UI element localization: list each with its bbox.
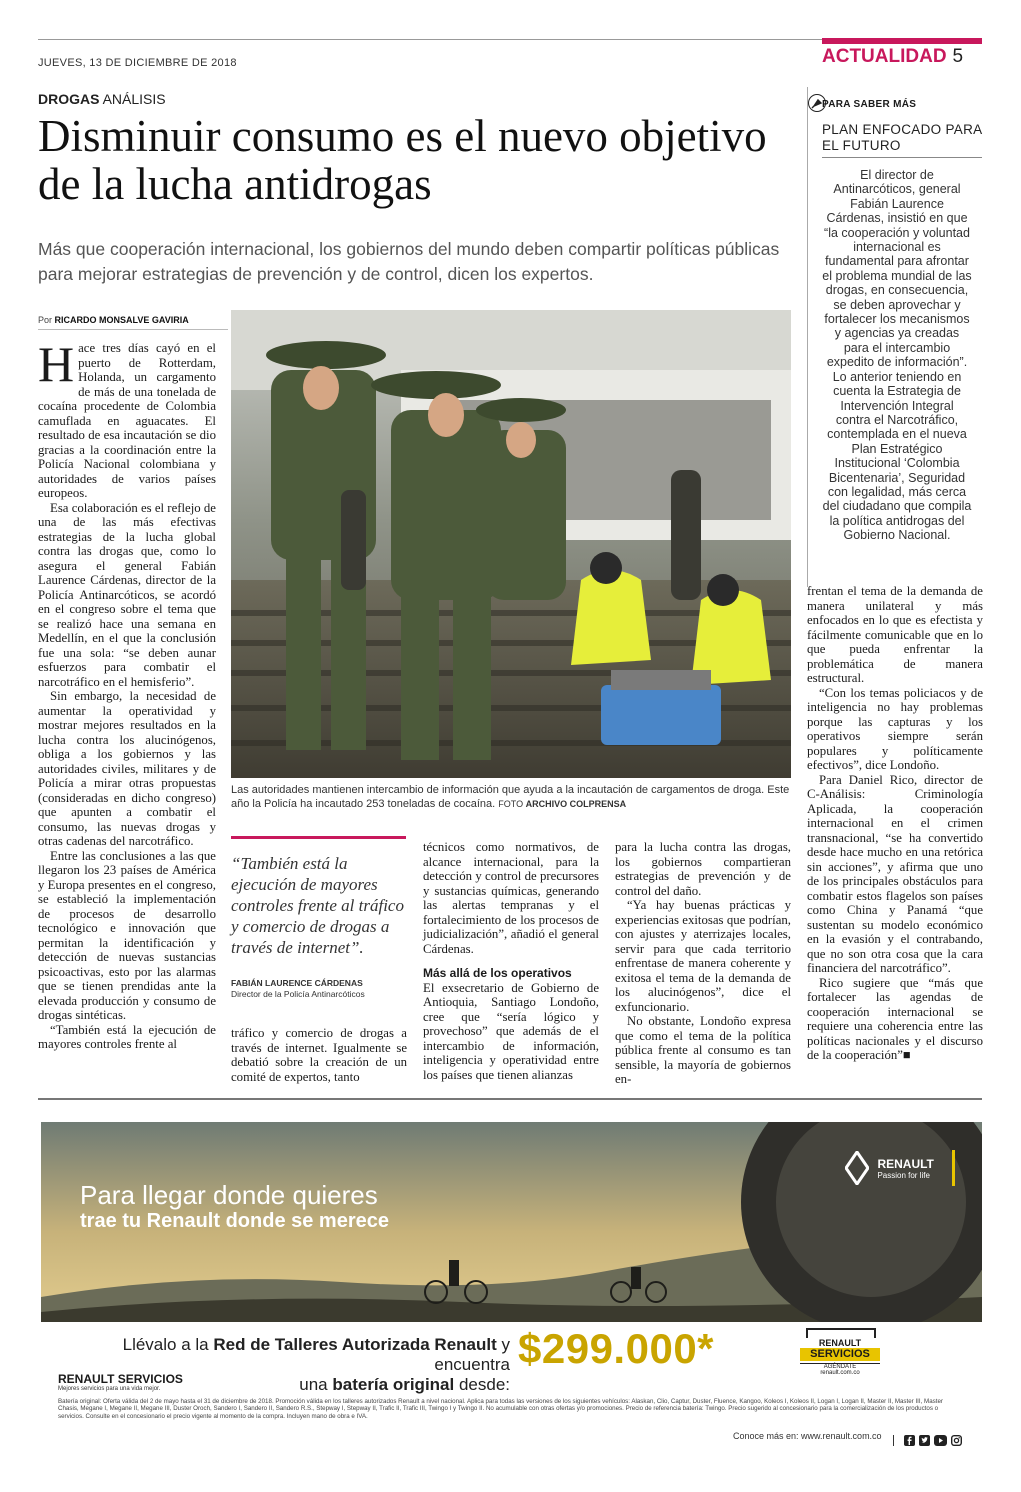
paragraph: para la lucha contra las drogas, los gobiernos compartieran estrategias de prevención y de control del daño. bbox=[615, 840, 791, 898]
facebook-icon[interactable] bbox=[904, 1435, 915, 1446]
photo-caption bbox=[231, 783, 791, 811]
brand-accent-bar bbox=[952, 1150, 955, 1186]
sidebar-divider bbox=[822, 157, 982, 158]
issue-date: JUEVES, 13 DE DICIEMBRE DE 2018 bbox=[38, 57, 237, 69]
kicker bbox=[38, 91, 166, 107]
social-icons bbox=[893, 1431, 962, 1449]
paragraph: “También está la ejecución de mayores controles frente al bbox=[38, 1022, 216, 1051]
paragraph-text: ace tres días cayó en el puerto de Rotterdam, Holanda, un cargamento de más de una tonelada de cocaína procedente de Colombia camuflada en aguacates. El resultado de esa incautación se dio gracias a la coordinación entre la Policía Nacional colombiana y autoridades de varios países europeos. bbox=[38, 341, 216, 500]
article-column-1 bbox=[38, 336, 216, 1052]
renault-brand: RENAULT bbox=[877, 1156, 934, 1171]
byline bbox=[38, 315, 228, 330]
ad-subheadline: trae tu Renault donde se merece bbox=[80, 1210, 389, 1232]
pullquote-attribution bbox=[231, 978, 406, 1000]
badge-frame bbox=[806, 1328, 876, 1338]
credit-source: ARCHIVO COLPRENSA bbox=[525, 799, 627, 809]
article-column-3 bbox=[423, 840, 599, 1082]
byline-author: RICARDO MONSALVE GAVIRIA bbox=[54, 315, 189, 325]
kicker-type: ANÁLISIS bbox=[102, 91, 166, 107]
caption-text: Las autoridades mantienen intercambio de información que ayuda a la incautación de cargamentos de droga. Este año la Policía ha incautado 253 toneladas de cocaína. bbox=[231, 784, 790, 810]
offer-part: una bbox=[299, 1375, 333, 1394]
pullquote-role: Director de la Policía Antinarcóticos bbox=[231, 989, 365, 999]
renault-servicios-tagline: Mejores servicios para una vida mejor. bbox=[58, 1386, 161, 1392]
paragraph: Sin embargo, la necesidad de aumentar la operatividad y mostrar mejores resultados en la lucha contra los alucinógenos, obliga a los gobiernos y las autoridades civiles, militares y de Policía a mirar otras propuestas (consideradas en dicho congreso) que apunten a combatir el consumo, las nuevas drogas y otras cadenas del narcotráfico. bbox=[38, 689, 216, 848]
badge-url: renault.com.co bbox=[820, 1370, 860, 1376]
renault-servicios-label: RENAULT SERVICIOS bbox=[58, 1372, 183, 1386]
youtube-icon[interactable] bbox=[934, 1435, 947, 1446]
paragraph: No obstante, Londoño expresa que como el tema de la política pública frente al consumo es tan sensible, la mayoría de gobiernos en- bbox=[615, 1014, 791, 1086]
sidebar-label: PARA SABER MÁS bbox=[822, 99, 917, 110]
article-column-5 bbox=[807, 584, 983, 1063]
twitter-icon[interactable] bbox=[919, 1435, 930, 1446]
deck: Más que cooperación internacional, los gobiernos del mundo deben compartir políticas públicas para mejorar estrategias de prevención y de control, dicen los expertos. bbox=[38, 239, 780, 284]
social-divider bbox=[893, 1435, 894, 1446]
sidebar-rule bbox=[807, 87, 808, 587]
ad-separator bbox=[38, 1098, 982, 1100]
ad-price: $299.000* bbox=[518, 1325, 715, 1372]
article-column-4 bbox=[615, 840, 791, 1087]
photo-credit bbox=[498, 799, 626, 809]
paragraph: Rico sugiere que “más que fortalecer las agendas de cooperación internacional se requiere una coherencia entre las políticas nacionales y el discurso de la cooperación”■ bbox=[807, 975, 983, 1062]
paragraph: tráfico y comercio de drogas a través de internet. Igualmente se debatió sobre la creación de un comité de expertos, tanto bbox=[231, 1026, 407, 1084]
offer-part: desde: bbox=[454, 1375, 510, 1394]
offer-part: y encuentra bbox=[434, 1335, 510, 1374]
pullquote-author: FABIÁN LAURENCE CÁRDENAS bbox=[231, 978, 363, 988]
paragraph: El exsecretario de Gobierno de Antioquia, Santiago Londoño, cree que “sería lógico y provechoso” que además de el intercambio de información, inteligencia y operatividad entre los países que tienen alianzas bbox=[423, 980, 599, 1082]
drop-cap: H bbox=[38, 336, 75, 392]
renault-tagline: Passion for life bbox=[877, 1170, 930, 1180]
offer-highlight: Red de Talleres Autorizada Renault bbox=[213, 1335, 497, 1354]
paragraph: técnicos como normativos, de alcance internacional, para la detección y control de precursores y sustancias químicas, generando las alertas tempranas y el fortalecimiento de los procesos de judicialización”, añadió el general Cárdenas. bbox=[423, 840, 599, 956]
paragraph: “Ya hay buenas prácticas y experiencias exitosas que podrían, con ajustes y aterrizajes locales, servir para que cada territorio enfrentase de manera coherente y exitosa el tema de la demanda de los alucinógenos”, dice el exfuncionario. bbox=[615, 898, 791, 1014]
kicker-topic: DROGAS bbox=[38, 91, 100, 107]
byline-prefix: Por bbox=[38, 315, 53, 325]
pullquote: “También está la ejecución de mayores controles frente al tráfico y comercio de drogas a través de internet”. bbox=[231, 854, 404, 957]
paragraph: Entre las conclusiones a las que llegaron los 23 países de América y Europa presentes en el congreso, se estableció la implementación de procesos de desarrollo tecnológico e innovación que permitan la identificación y detección de nuevas sustancias psicoactivas, esto por las alarmas que se tienen prendidas ante la elevada producción y consumo de drogas sintéticas. bbox=[38, 848, 216, 1022]
police-photo-illustration bbox=[231, 310, 791, 778]
headline: Disminuir consumo es el nuevo objetivo de la lucha antidrogas bbox=[38, 111, 767, 209]
badge-servicios: SERVICIOS bbox=[800, 1348, 880, 1361]
ad-website: Conoce más en: www.renault.com.co bbox=[733, 1431, 882, 1441]
instagram-icon[interactable] bbox=[951, 1435, 962, 1446]
subhead: Más allá de los operativos bbox=[423, 966, 572, 980]
paragraph: Para Daniel Rico, director de C-Análisis: Criminología Aplicada, la cooperación internacional en el crimen transnacional, “se ha convertido desde hace mucho en una retórica sin acciones”, y afirma que uno de los principales obstáculos para combatir estos flagelos son países como China y Panamá “que sustentan su modelo económico en la evasión y el contrabando, que no son otra cosa que la cara financiera del narcotráfico”. bbox=[807, 772, 983, 975]
credit-prefix: FOTO bbox=[498, 799, 524, 809]
article-column-2 bbox=[231, 1026, 407, 1084]
renault-diamond-icon bbox=[845, 1151, 869, 1185]
badge-agendate: AGÉNDATE bbox=[800, 1363, 880, 1370]
offer-part: Llévalo a la bbox=[122, 1335, 214, 1354]
badge-brand: RENAULT bbox=[818, 1338, 862, 1348]
page-number: 5 bbox=[952, 46, 964, 67]
paragraph: Esa colaboración es el reflejo de una de las más efectivas estrategias de la lucha global contra las drogas que, como lo asegura el general Fabián Laurence Cárdenas, director de la Policía Antinarcóticos, se acordó en el congreso sobre el tema que se realizó hace una semana en Medellín, en el que la conclusión fue una sola: “se deben aunar esfuerzos para combatir el narcotráfico en el hemisferio”. bbox=[38, 500, 216, 689]
paragraph bbox=[38, 336, 216, 501]
renault-logo-block bbox=[845, 1150, 955, 1186]
section-name: ACTUALIDAD bbox=[822, 46, 947, 67]
ad-headline: Para llegar donde quieres bbox=[80, 1180, 378, 1210]
sidebar-title: PLAN ENFOCADO PARA EL FUTURO bbox=[822, 122, 982, 153]
paragraph: frentan el tema de la demanda de manera unilateral y más enfocados en lo que es efectista y fácilmente comunicable que en lo que pueda enfrentar la problemática de manera estructural. bbox=[807, 584, 983, 685]
article-photo bbox=[231, 310, 791, 778]
section-color-tag bbox=[822, 38, 982, 44]
paragraph: “Con los temas policiacos y de inteligencia no hay problemas porque las capturas y los operativos siempre serán populares y políticamente efectivos”, dice Londoño. bbox=[807, 685, 983, 772]
sidebar-body: El director de Antinarcóticos, general Fabián Laurence Cárdenas, insistió en que “la cooperación y voluntad internacional es fundamental para afrontar el problema mundial de las drogas, en consecuencia, se deben aprovechar y fortalecer los mecanismos y agencias ya creadas para el intercambio expedito de información”. Lo anterior teniendo en cuenta la Estrategia de Intervención Integral contra el Narcotráfico, contemplada en el nueva Plan Estratégico Institucional ‘Colombia Bicentenaria’, Seguridad con legalidad, más cerca del ciudadano que compila la política antidrogas del Gobierno Nacional. bbox=[822, 168, 972, 543]
ad-fine-print: Batería original: Oferta válida del 2 de mayo hasta el 31 de diciembre de 2018. Promoción válida en los talleres autorizados Renault a nivel nacional. Aplica para todas las versiones de los siguientes vehículos: Alaskan, Clio, Captur, Duster, Fluence, Kangoo, Koleos I, Koleos II, Logan I, Logan II, Master II, Master III, Master Chasis, Megane I, Megane II, Megane III, Duster Oroch, Sandero I, Sandero II, Sandero R.S., Stepway I, Stepway II, Trafic II, Trafic III, Twingo I y Twingo II. No acumulable con otras ofertas y/o promociones. Precio de referencia batería: Twingo. Precio sugerido al concesionario para la comercialización de los productos o servicios. Consulte en el concesionario el precio vigente al momento de la compra. Incluyen mano de obra e IVA. bbox=[58, 1398, 943, 1420]
offer-highlight: batería original bbox=[332, 1375, 455, 1394]
renault-servicios-badge bbox=[800, 1328, 880, 1386]
section-label bbox=[822, 46, 963, 68]
pullquote-rule bbox=[231, 836, 406, 839]
